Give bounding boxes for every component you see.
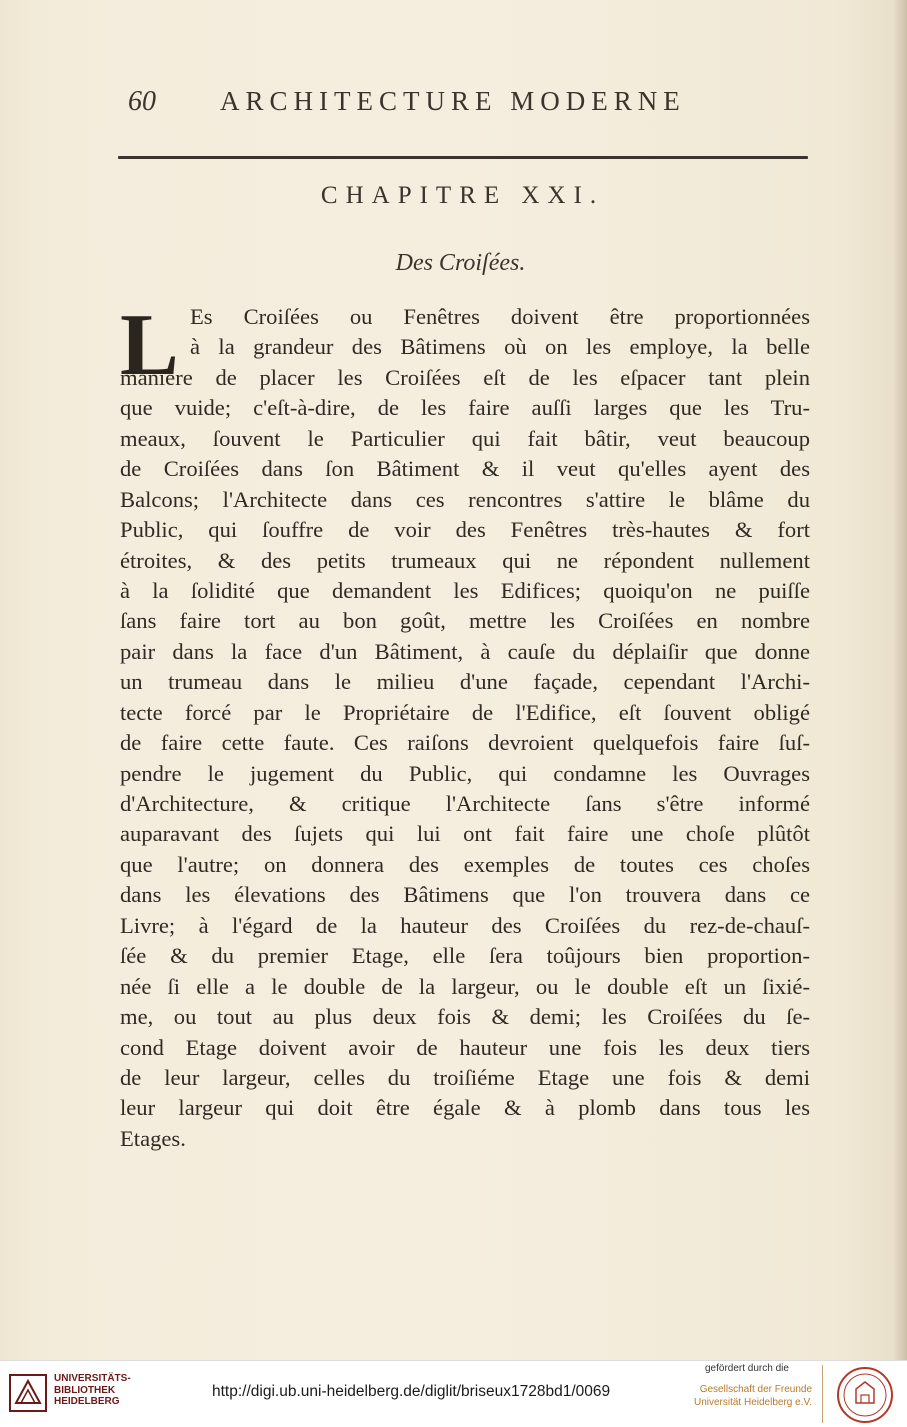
library-name <box>54 1373 131 1408</box>
page-number: 60 <box>128 86 156 117</box>
text-line: de faire cette faute. Ces raiſons devroient quelquefois faire ſuſ- <box>120 730 810 756</box>
text-line: me, ou tout au plus deux fois & demi; les Croiſées du ſe- <box>120 1004 810 1030</box>
society-seal-icon <box>834 1365 896 1425</box>
footer-divider <box>822 1365 823 1423</box>
text-line: Es Croiſées ou Fenêtres doivent être proportionnées <box>190 304 810 329</box>
text-line: ſans faire tort au bon goût, mettre les Croiſées en nombre <box>120 608 810 634</box>
funded-by-label: gefördert durch die <box>705 1363 789 1374</box>
chapter-subtitle: Des Croiſées. <box>395 250 526 276</box>
text-line: un trumeau dans le milieu d'une façade, cependant l'Archi- <box>120 669 810 695</box>
running-head <box>128 86 728 126</box>
text-line: que vuide; c'eſt-à-dire, de les faire auſſi larges que les Tru- <box>120 395 810 421</box>
society-name-line: Universität Heidelberg e.V. <box>693 1397 812 1408</box>
text-line: maniere de placer les Croiſées eſt de les eſpacer tant plein <box>120 364 810 390</box>
text-line: que l'autre; on donnera des exemples de toutes ces choſes <box>120 851 810 877</box>
permalink-url[interactable]: http://digi.ub.uni-heidelberg.de/diglit/briseux1728bd1/0069 <box>212 1383 611 1400</box>
chapter-heading: CHAPITRE XXI. <box>320 182 605 209</box>
text-line: meaux, ſouvent le Particulier qui fait bâtir, veut beaucoup <box>120 425 810 451</box>
text-line: leur largeur qui doit être égale & à plomb dans tous les <box>120 1095 810 1121</box>
text-line: née ſi elle a le double de la largeur, ou le double eſt un ſixié- <box>120 973 810 999</box>
text-line: auparavant des ſujets qui lui ont fait faire une choſe plûtôt <box>120 821 810 847</box>
text-line: dans les élevations des Bâtimens que l'on trouvera dans ce <box>120 882 810 908</box>
text-line: de Croiſées dans ſon Bâtiment & il veut qu'elles ayent des <box>120 456 810 482</box>
running-head-title: ARCHITECTURE MODERNE <box>220 86 686 116</box>
library-name-line: HEIDELBERG <box>54 1396 120 1407</box>
society-name <box>690 1383 812 1409</box>
text-line: pendre le jugement du Public, qui condamne les Ouvrages <box>120 760 810 786</box>
university-library-logo-icon <box>8 1373 48 1413</box>
text-line: de leur largeur, celles du troiſiéme Etage une fois & demi <box>120 1064 810 1090</box>
society-name-line: Gesellschaft der Freunde <box>699 1384 812 1395</box>
text-line: d'Architecture, & critique l'Architecte ſans s'être informé <box>120 791 810 816</box>
viewer-footer <box>0 1360 907 1427</box>
text-line: Livre; à l'égard de la hauteur des Croiſées du rez-de-chauſ- <box>120 912 810 938</box>
header-rule <box>118 156 808 159</box>
text-line: Public, qui ſouffre de voir des Fenêtres très-hautes & fort <box>120 517 810 543</box>
text-line: étroites, & des petits trumeaux qui ne répondent nullement <box>120 547 810 573</box>
text-line: ſée & du premier Etage, elle ſera toûjours bien proportion- <box>120 943 810 969</box>
text-line: à la grandeur des Bâtimens où on les employe, la belle <box>190 334 810 360</box>
text-line: à la ſolidité que demandent les Edifices; quoiqu'on ne puiſſe <box>120 577 810 603</box>
text-line: Balcons; l'Architecte dans ces rencontres s'attire le blâme du <box>120 486 810 512</box>
text-line: Etages. <box>120 1125 186 1151</box>
library-name-line: UNIVERSITÄTS- <box>54 1373 131 1384</box>
library-name-line: BIBLIOTHEK <box>54 1384 116 1396</box>
text-line: cond Etage doivent avoir de hauteur une fois les deux tiers <box>120 1034 810 1060</box>
drop-cap: L <box>120 297 179 394</box>
text-line: pair dans la face d'un Bâtiment, à cauſe du déplaiſir que donne <box>120 638 810 664</box>
text-line: tecte forcé par le Propriétaire de l'Edifice, eſt ſouvent obligé <box>120 699 810 725</box>
body-text <box>120 297 810 1154</box>
